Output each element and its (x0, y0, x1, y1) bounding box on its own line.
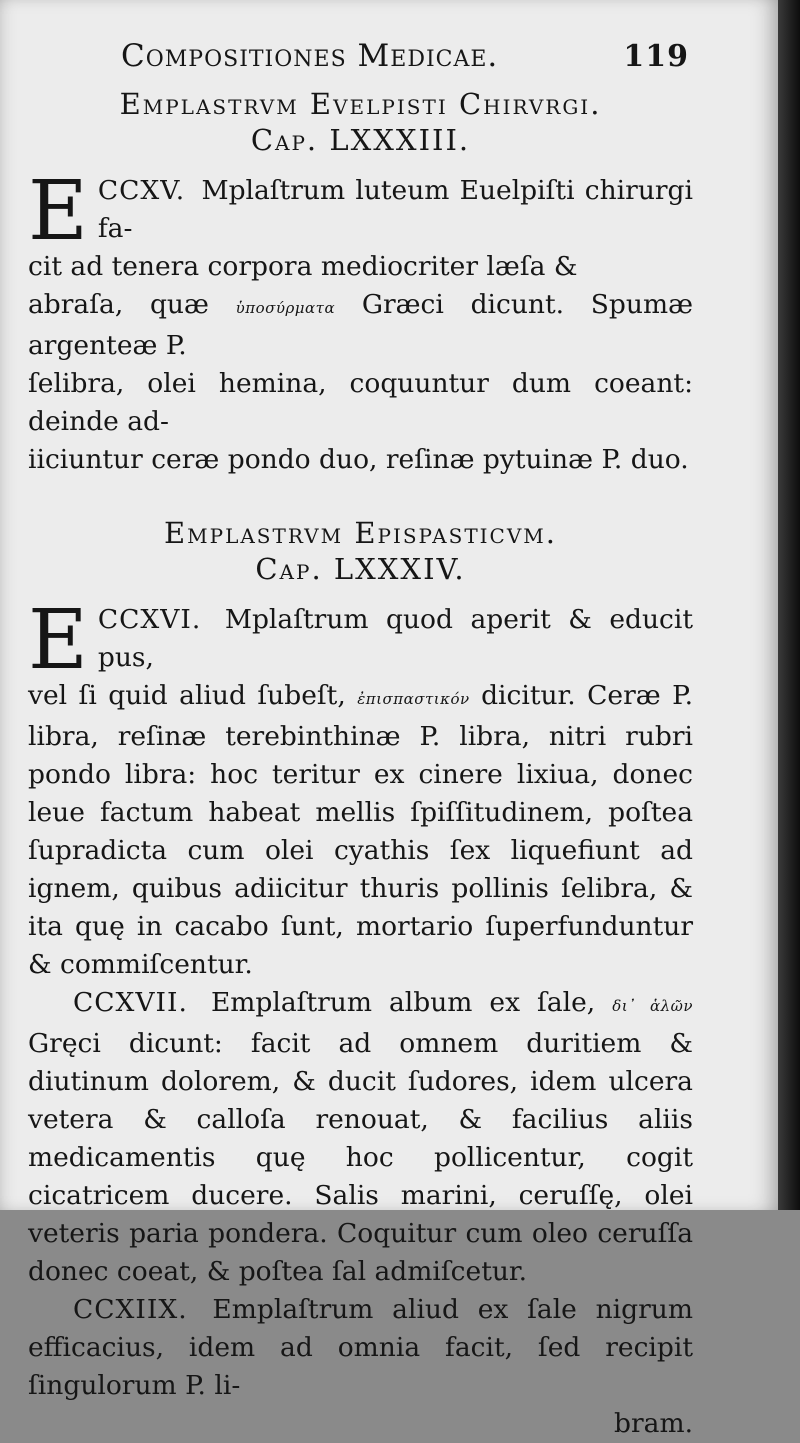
paragraph-ccxvii (28, 984, 693, 1291)
page-text (28, 38, 693, 1443)
page-number: 119 (623, 39, 689, 74)
text-line: dicitur. (481, 680, 576, 711)
text-line: Græci dicunt. Spumæ argenteæ P. (28, 289, 693, 361)
entry-number: CCXVII. (73, 987, 188, 1018)
paragraph-body: Emplaſtrum aliud ex ſale nigrum efficacius, idem ad omnia facit, ſed recipit ſingulorum P. li- (28, 1294, 693, 1401)
section-title-1: Emplastrvm Evelpisti Chirvrgi. (119, 87, 602, 121)
paragraph-ccxiix (28, 1291, 693, 1405)
text-line: vel ſi quid aliud ſubeſt, (28, 680, 346, 711)
chapter-heading-1: Cap. LXXXIII. (250, 123, 471, 157)
page-edge-shadow (778, 0, 800, 1210)
catchword: bram. (614, 1408, 693, 1439)
drop-cap: E (28, 164, 88, 259)
entry-number: CCXV. (97, 175, 186, 206)
paragraph-ccxvi (28, 593, 693, 984)
greek-term: ὑποσύρματα (235, 299, 336, 317)
text-line: abraſa, quæ (28, 289, 209, 320)
text-line: Mplaſtrum quod aperit & educit pus, (97, 604, 693, 673)
text-line: Mplaſtrum luteum Euelpiſti chirurgi fa- (97, 175, 693, 244)
chapter-heading-2: Cap. LXXXIV. (255, 552, 466, 586)
running-header (28, 38, 693, 86)
running-title: Compositiones Medicae. (121, 38, 499, 74)
entry-number: CCXIIX. (73, 1294, 188, 1325)
greek-term: δι᾽ ἁλῶν (612, 997, 693, 1015)
text-line: iiciuntur ceræ pondo duo, reſinæ pytuinæ P. duo. (28, 444, 689, 475)
text-line: cit ad tenera corpora mediocriter læſa & (28, 251, 578, 282)
paragraph-body: Gręci dicunt: facit ad omnem duritiem & diutinum dolorem, & ducit ſudores, idem ulcera vetera & calloſa renouat, & facilius aliis medicamentis quę hoc pollicentur, cogit cicatricem ducere. Salis marini, ceruſſę, olei veteris paria pondera. Coquitur cum oleo ceruſſa donec coeat, & poſtea ſal admiſcetur. (28, 1028, 693, 1287)
text-segment: Emplaſtrum album ex ſale, (210, 987, 596, 1018)
entry-number: CCXVI. (97, 604, 202, 635)
greek-term: ἐπισπαστικόν (357, 690, 470, 708)
paragraph-ccxv (28, 164, 693, 479)
text-line: ſelibra, olei hemina, coquuntur dum coeant: deinde ad- (28, 368, 693, 437)
section-title-2: Emplastrvm Epispasticvm. (163, 516, 558, 550)
drop-cap: E (28, 593, 88, 688)
paragraph-body: Ceræ P. libra, reſinæ terebinthinæ P. libra, nitri rubri pondo libra: hoc teritur ex cinere lixiua, donec leue factum habeat mellis ſpiſſitudinem, poſtea ſupradicta cum olei cyathis ſex liquefiunt ad ignem, quibus adiicitur thuris pollinis ſelibra, & ita quę in cacabo ſunt, mortario ſuperfunduntur & commiſcentur. (28, 680, 693, 980)
